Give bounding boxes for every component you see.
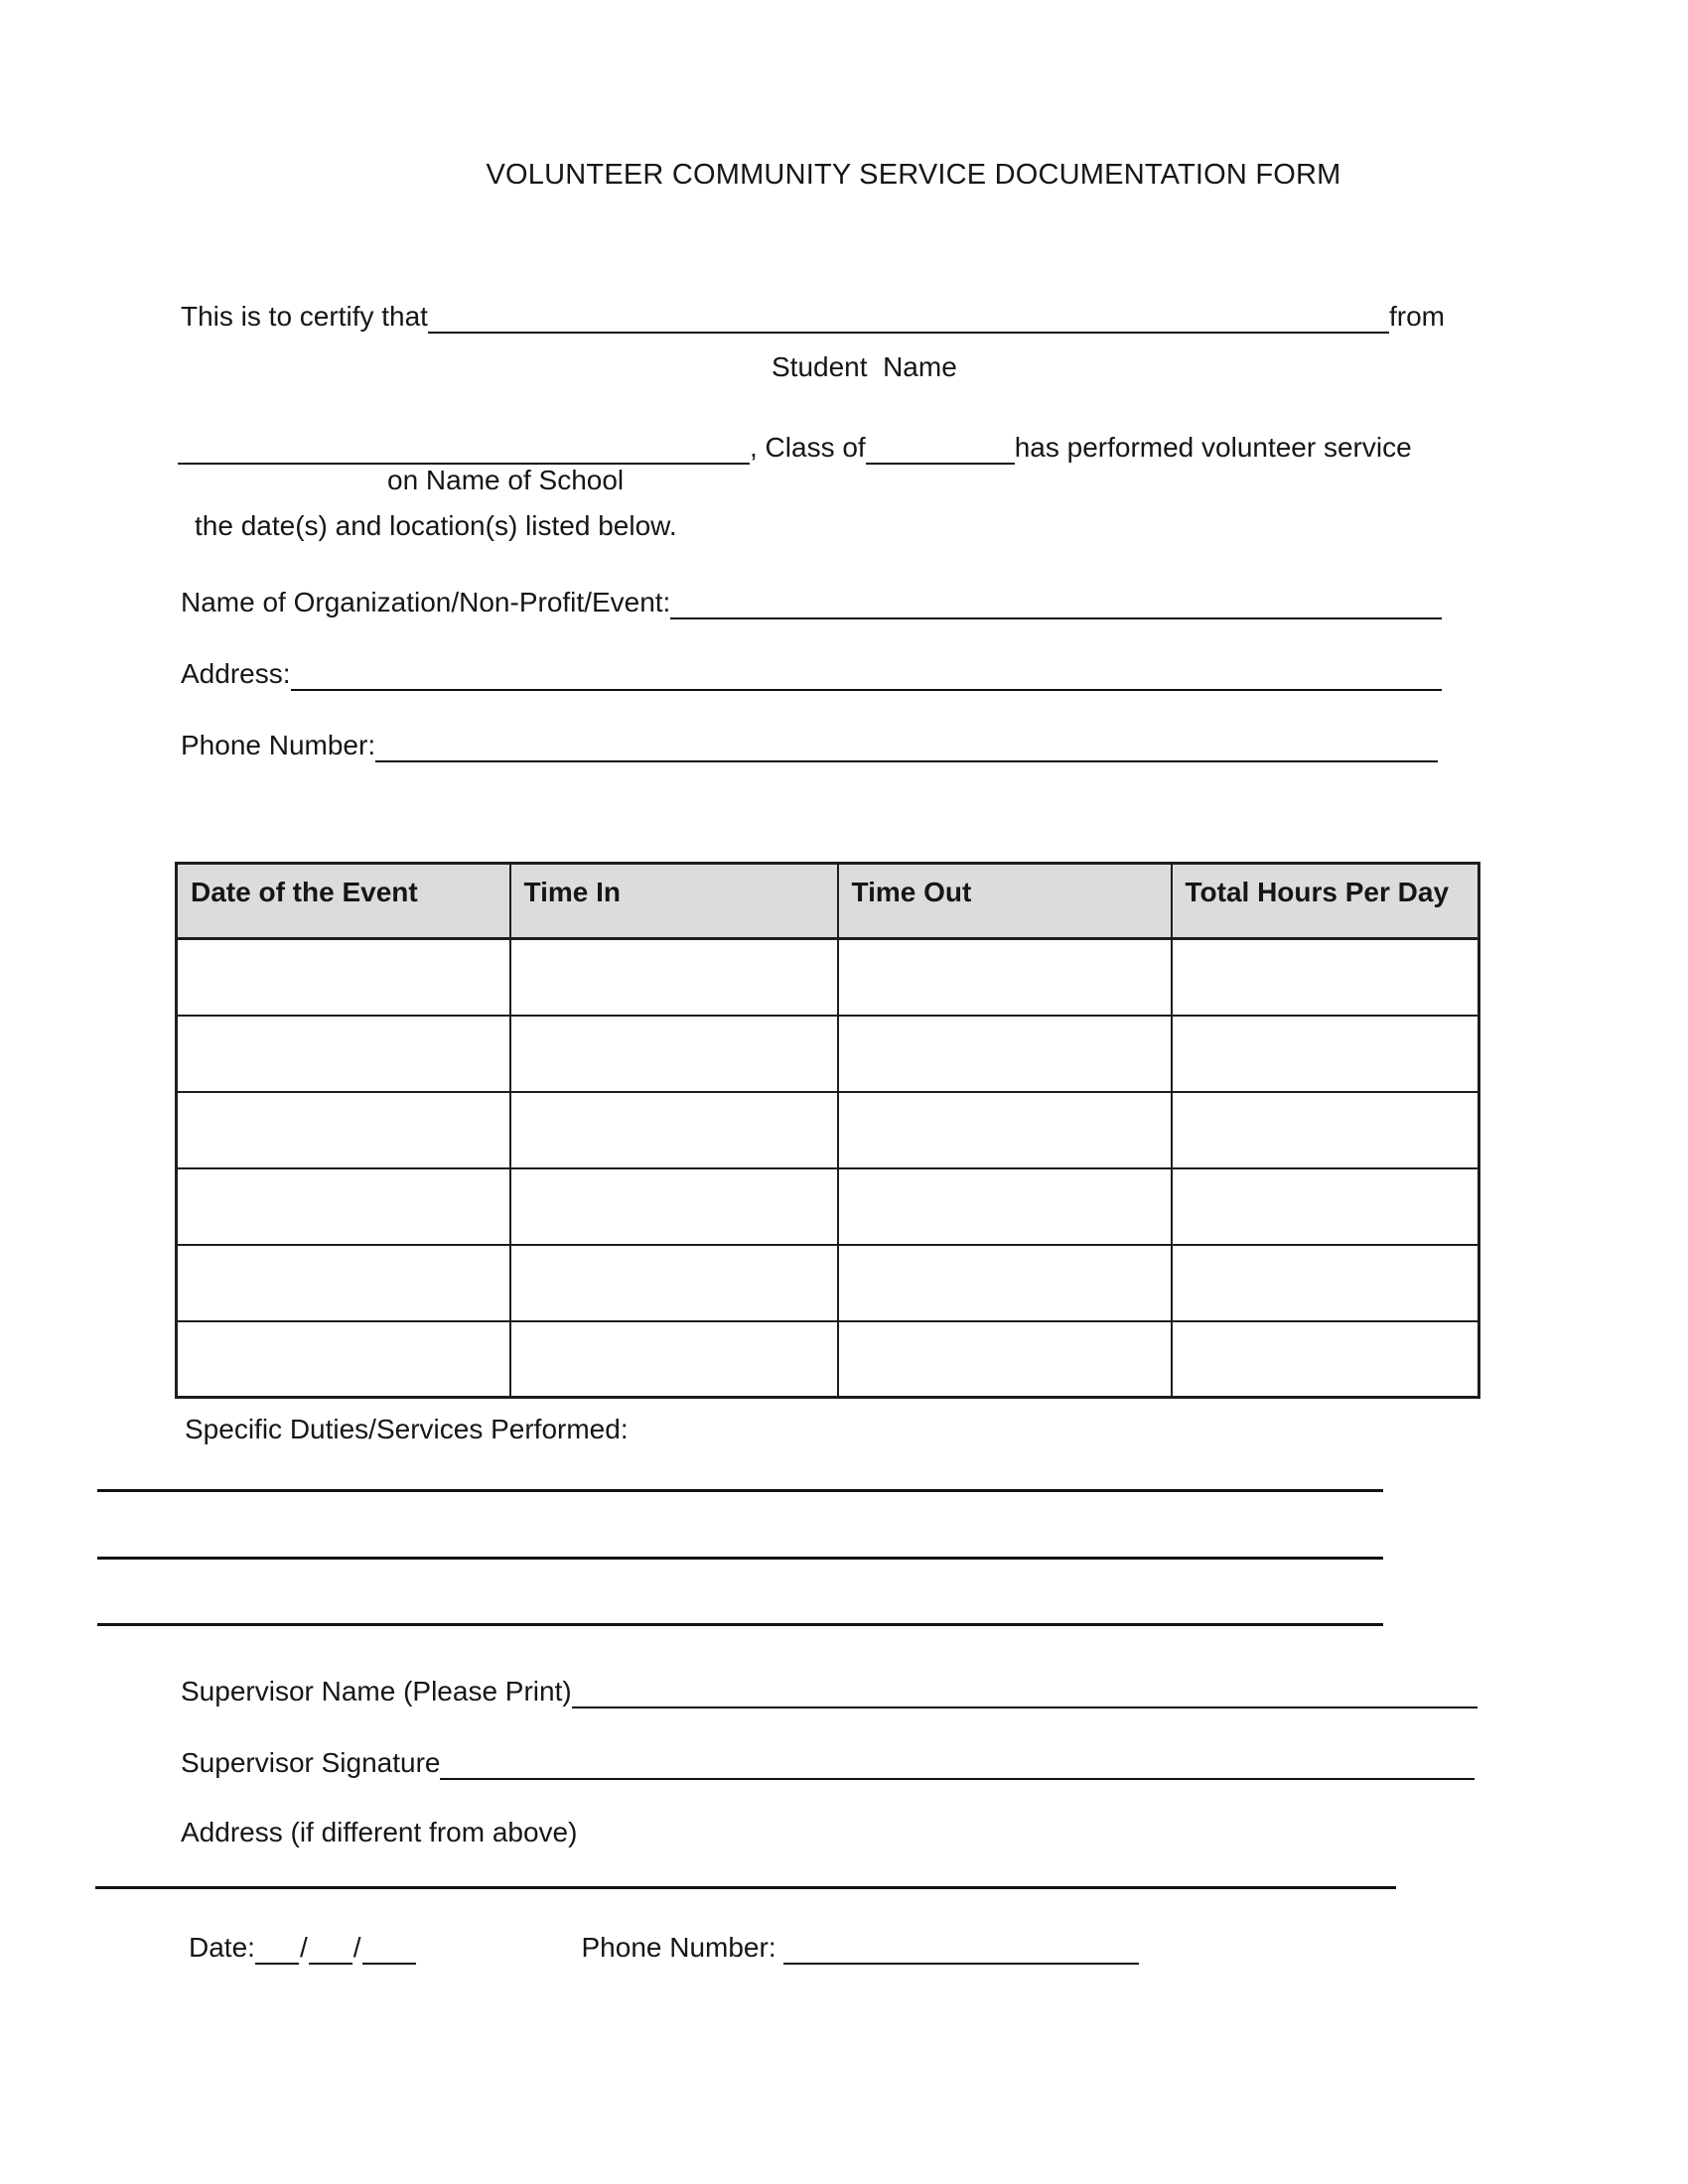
class-of-label: , Class of [750,432,866,463]
col-header-time-out: Time Out [838,864,1172,939]
table-cell[interactable] [838,1245,1172,1321]
table-cell[interactable] [177,1168,510,1245]
table-cell[interactable] [510,1016,838,1092]
supervisor-signature-line [181,1744,1475,1780]
table-row [177,1321,1479,1398]
address-blank[interactable] [291,683,1443,691]
supervisor-name-label: Supervisor Name (Please Print) [181,1676,572,1706]
school-class-line [178,429,1412,465]
table-cell[interactable] [177,1321,510,1398]
address-line [181,655,1442,691]
phone-number-blank[interactable] [783,1957,1139,1965]
table-cell[interactable] [1172,1016,1479,1092]
table-row [177,1245,1479,1321]
student-name-caption: Student Name [772,351,957,382]
col-header-time-in: Time In [510,864,838,939]
table-cell[interactable] [1172,1092,1479,1168]
phone-line [181,727,1438,762]
table-cell[interactable] [838,1016,1172,1092]
table-row [177,1168,1479,1245]
table-cell[interactable] [510,1245,838,1321]
duties-label: Specific Duties/Services Performed: [185,1414,629,1444]
duties-line-2[interactable] [97,1557,1383,1560]
service-hours-table [175,862,1480,1399]
table-cell[interactable] [1172,1245,1479,1321]
table-row [177,939,1479,1016]
table-cell[interactable] [177,1016,510,1092]
table-cell[interactable] [838,1168,1172,1245]
phone-number-label: Phone Number: [581,1932,784,1963]
form-title: VOLUNTEER COMMUNITY SERVICE DOCUMENTATION FORM [486,159,1341,191]
table-cell[interactable] [838,1321,1172,1398]
table-cell[interactable] [510,1092,838,1168]
table-cell[interactable] [838,1092,1172,1168]
duties-line-3[interactable] [97,1623,1383,1626]
supervisor-signature-blank[interactable] [440,1772,1475,1780]
organization-label: Name of Organization/Non-Profit/Event: [181,587,671,617]
supervisor-signature-label: Supervisor Signature [181,1747,441,1778]
certify-lead-label: This is to certify that [181,301,428,332]
table-cell[interactable] [177,939,510,1016]
supervisor-name-blank[interactable] [572,1701,1477,1708]
date-slash: / [299,1932,308,1963]
from-label: from [1389,301,1445,332]
table-header-row [177,864,1479,939]
table-cell[interactable] [510,1321,838,1398]
col-header-total-hours: Total Hours Per Day [1172,864,1479,939]
date-day-blank[interactable] [309,1957,352,1965]
table-cell[interactable] [1172,1168,1479,1245]
table-row [177,1092,1479,1168]
table-cell[interactable] [510,1168,838,1245]
table-cell[interactable] [838,939,1172,1016]
table-cell[interactable] [177,1245,510,1321]
supervisor-address-label: Address (if different from above) [181,1817,578,1847]
phone-blank[interactable] [375,754,1438,762]
organization-line [181,584,1442,619]
certify-line [181,298,1445,334]
organization-blank[interactable] [670,612,1442,619]
duties-line-1[interactable] [97,1489,1383,1492]
table-cell[interactable] [1172,939,1479,1016]
date-year-blank[interactable] [362,1957,416,1965]
supervisor-name-line [181,1673,1477,1708]
class-year-blank[interactable] [866,457,1015,465]
table-row [177,1016,1479,1092]
table-cell[interactable] [177,1092,510,1168]
footer-line [189,1931,1139,1965]
dates-locations-label: the date(s) and location(s) listed below. [195,510,677,541]
address-label: Address: [181,658,291,689]
phone-label: Phone Number: [181,730,376,760]
table-cell[interactable] [1172,1321,1479,1398]
student-name-blank[interactable] [428,326,1389,334]
date-slash: / [352,1932,361,1963]
school-caption: on Name of School [387,465,625,495]
date-month-blank[interactable] [255,1957,299,1965]
col-header-date: Date of the Event [177,864,510,939]
supervisor-address-line[interactable] [95,1886,1396,1889]
table-cell[interactable] [510,939,838,1016]
date-label: Date: [189,1932,255,1963]
performed-label: has performed volunteer service [1014,432,1412,463]
